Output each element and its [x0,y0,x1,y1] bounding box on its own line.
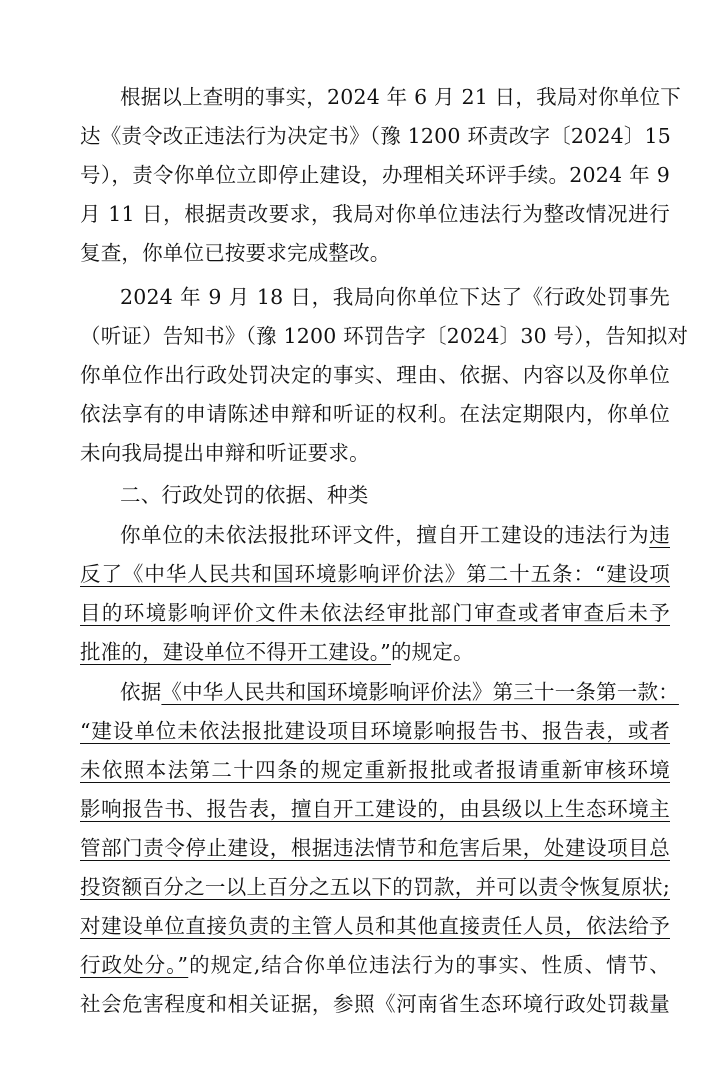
text-line: 号），责令你单位立即停止建设，办理相关环评手续。2024 年 9 [80,163,670,187]
text-line: 2024 年 9 月 18 日，我局向你单位下达了《行政处罚事先 [120,285,670,309]
underlined-line: 对建设单位直接负责的主管人员和其他直接责任人员，依法给予 [80,914,670,938]
underlined-text: 批准的，建设单位不得开工建设。” [80,640,391,664]
underlined-text: 违 [649,523,670,547]
text-segment: 的规定,结合你单位违法行为的事实、性质、情节、 [188,953,670,977]
text-line: 社会危害程度和相关证据，参照《河南省生态环境行政处罚裁量 [80,992,670,1016]
underlined-line: 未依照本法第二十四条的规定重新报批或者报请重新审核环境 [80,758,670,782]
section-heading: 二、行政处罚的依据、种类 [120,483,369,507]
underlined-line: “建设单位未依法报批建设项目环境影响报告书、报告表，或者 [80,719,670,743]
text-line [120,677,679,707]
text-line: 月 11 日，根据责改要求，我局对你单位违法行为整改情况进行 [80,202,670,226]
text-line: 复查，你单位已按要求完成整改。 [80,241,391,265]
text-line [80,950,670,980]
text-line: 你单位作出行政处罚决定的事实、理由、依据、内容以及你单位 [80,363,670,387]
underlined-line: 管部门责令停止建设，根据违法情节和危害后果，处建设项目总 [80,836,670,860]
underlined-line: 反了《中华人民共和国环境影响评价法》第二十五条：“建设项 [80,562,670,586]
underlined-line: 影响报告书、报告表，擅自开工建设的，由县级以上生态环境主 [80,797,670,821]
underlined-line: 目的环境影响评价文件未依法经审批部门审查或者审查后未予 [80,601,670,625]
text-line: 未向我局提出申辩和听证要求。 [80,441,370,465]
text-line [80,637,670,667]
text-segment: 依据 [120,680,162,704]
underlined-text: 行政处分。” [80,953,189,977]
underlined-line: 投资额百分之一以上百分之五以下的罚款，并可以责令恢复原状; [80,875,670,899]
text-line: （听证）告知书》（豫 1200 环罚告字〔2024〕30 号），告知拟对 [80,324,689,348]
text-line: 根据以上查明的事实，2024 年 6 月 21 日，我局对你单位下 [120,85,681,109]
text-line: 依法享有的申请陈述申辩和听证的权利。在法定期限内，你单位 [80,402,670,426]
underlined-text: 《中华人民共和国环境影响评价法》第三十一条第一款： [161,680,679,704]
text-line [120,520,670,550]
text-line: 达《责令改正违法行为决定书》（豫 1200 环责改字〔2024〕15 [80,124,672,148]
text-segment: 的规定。 [390,640,474,664]
text-segment: 你单位的未依法报批环评文件，擅自开工建设的违法行为 [120,523,650,547]
